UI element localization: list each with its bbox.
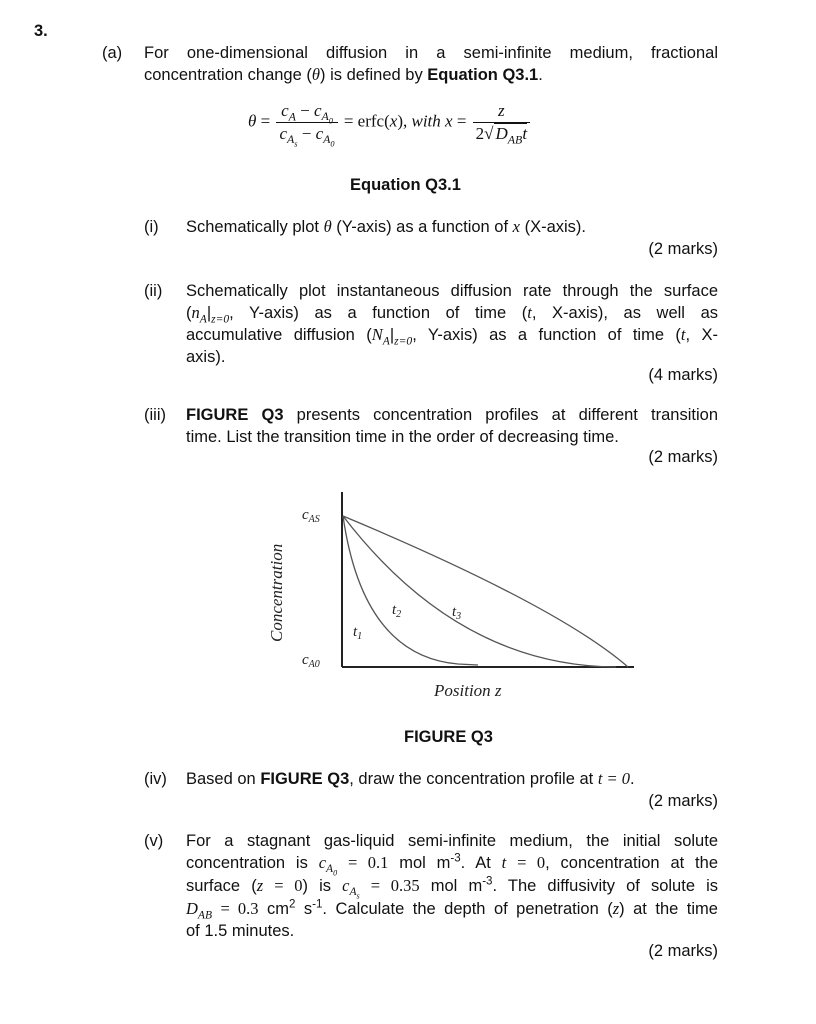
sub-i-label: (i): [144, 218, 159, 236]
sub-ii-line1: Schematically plot instantaneous diffusion rate through the surface: [186, 282, 718, 300]
sub-iv-text: Based on FIGURE Q3, draw the concentration profile at t = 0.: [186, 769, 635, 788]
part-a-intro-line1: For one-dimensional diffusion in a semi-infinite medium, fractional: [144, 44, 718, 62]
sub-v-line5: of 1.5 minutes.: [186, 922, 295, 940]
sub-v-label: (v): [144, 832, 164, 850]
part-a-label: (a): [102, 44, 123, 62]
question-number: 3.: [34, 22, 48, 40]
sub-iii-line1: FIGURE Q3 presents concentration profiles at different transition: [186, 406, 718, 424]
sub-v-line2: concentration is $c_{A_0} = 0.1$ mol $m^{-3}$. At t = 0, concentration at the: [186, 852, 718, 878]
sub-iii-marks: (2 marks): [648, 448, 718, 466]
sub-v-line1: For a stagnant gas-liquid semi-infinite medium, the initial solute: [186, 832, 718, 850]
equation-q3-1: θ = $\frac{c_A - c_{A_0}}{c_{A_s} - c_{A_0}}$ = erfc(x), with x = $\frac{z}{2√ D_{AB}t}$: [248, 100, 530, 145]
sub-v-line4: $D_{AB} = 0.3$ $cm^2$ $s^{-1}$. Calculate the depth of penetration (z) at the time: [186, 898, 718, 922]
sub-iii-line2: time. List the transition time in the order of decreasing time.: [186, 428, 619, 446]
figure-caption: FIGURE Q3: [404, 728, 493, 746]
sub-iii-label: (iii): [144, 406, 166, 424]
sub-ii-line2: ($n_A|_{z=0}$, Y-axis) as a function of time (t, X-axis), as well as: [186, 303, 718, 326]
t1-label: $t_1$: [353, 624, 363, 642]
sub-v-line3: surface (z = 0) is $c_{A_s} = 0.35$ mol $m^{-3}$. The diffusivity of solute is: [186, 875, 719, 901]
t2-label: $t_2$: [392, 602, 402, 620]
sub-v-marks: (2 marks): [648, 942, 718, 960]
sub-ii-marks: (4 marks): [648, 366, 718, 384]
c-a0-label: $c_{A0}$: [302, 652, 320, 670]
equation-caption: Equation Q3.1: [350, 176, 461, 194]
sub-i-marks: (2 marks): [648, 240, 718, 258]
curve-t3: [343, 516, 628, 667]
sub-ii-line3: accumulative diffusion ($N_A|_{z=0}$, Y-axis) as a function of time (t, X-: [186, 325, 718, 348]
c-as-label: $c_{AS}$: [302, 507, 320, 525]
sub-ii-line4: axis).: [186, 348, 226, 366]
x-axis-title: Position z: [434, 681, 502, 700]
sub-ii-label: (ii): [144, 282, 163, 300]
sub-iv-label: (iv): [144, 770, 167, 788]
figure-q3: [258, 486, 658, 706]
y-axis-title: Concentration: [267, 543, 286, 642]
t3-label: $t_3$: [452, 604, 462, 622]
curve-t1: [343, 516, 478, 665]
part-a-intro-line2: concentration change (θ) is defined by Equation Q3.1.: [144, 65, 543, 84]
sub-i-text: Schematically plot θ (Y-axis) as a function of x (X-axis).: [186, 217, 586, 236]
curve-t2: [343, 516, 616, 667]
sub-iv-marks: (2 marks): [648, 792, 718, 810]
